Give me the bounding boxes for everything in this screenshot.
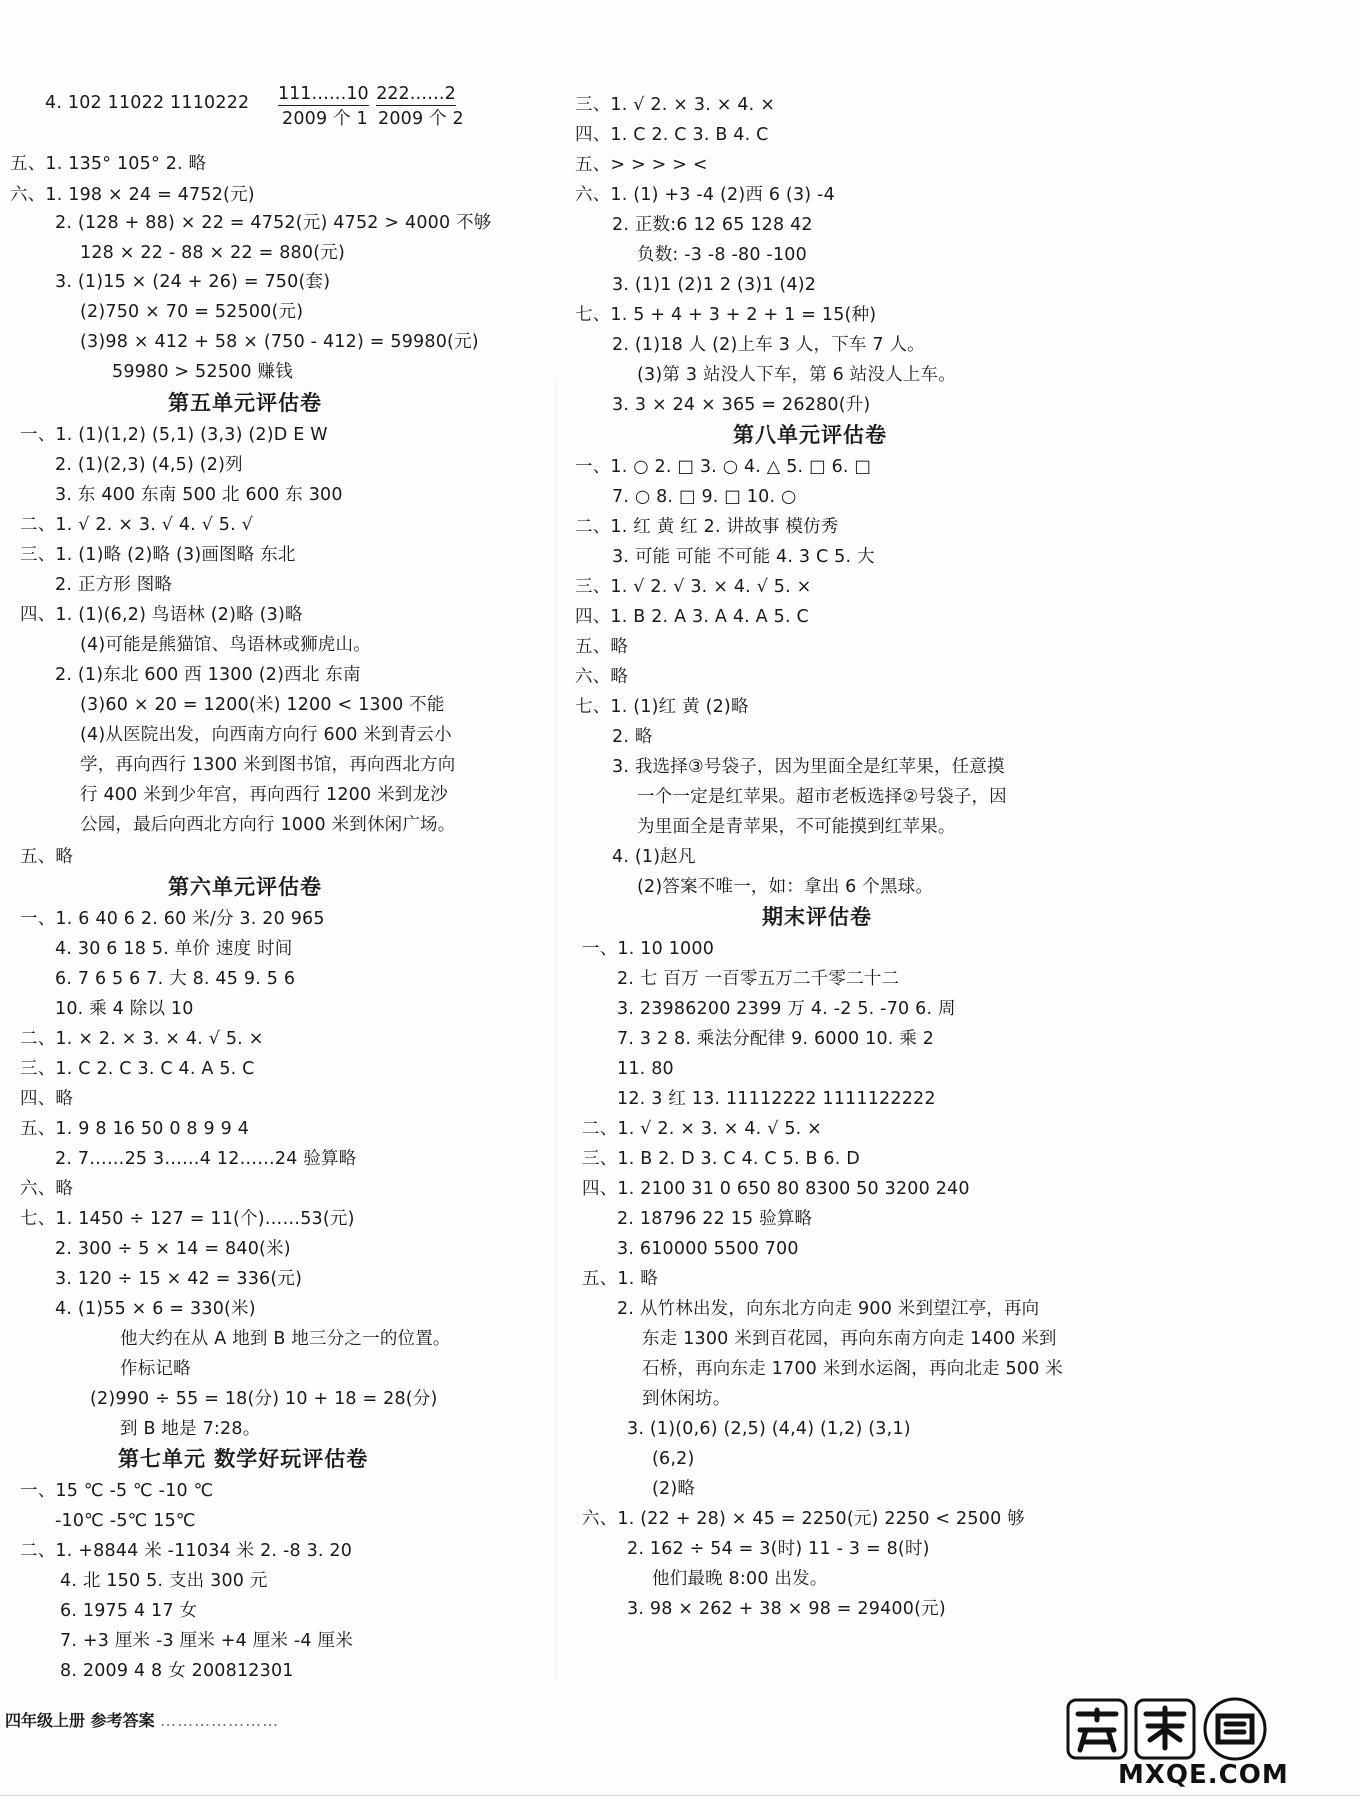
line: 2. 正方形 图略 [55, 575, 173, 595]
line: 一、1. (1)(1,2) (5,1) (3,3) (2)D E W [20, 425, 328, 445]
line: 四、1. (1)(6,2) 鸟语林 (2)略 (3)略 [20, 605, 303, 625]
line: 五、略 [575, 637, 629, 657]
line: 4. 30 6 18 5. 单价 速度 时间 [55, 939, 293, 959]
line: 五、> > > > < [575, 155, 708, 175]
line: 10. 乘 4 除以 10 [55, 999, 194, 1019]
line: -10℃ -5℃ 15℃ [55, 1511, 196, 1531]
brace-b: 222……2 [376, 84, 456, 104]
line: 4. (1)赵凡 [612, 847, 696, 867]
line: 8. 2009 4 8 女 200812301 [60, 1661, 294, 1681]
line: 2. (1)东北 600 西 1300 (2)西北 东南 [55, 665, 361, 685]
line: 五、略 [20, 847, 74, 867]
brace-group [278, 84, 456, 106]
line: 三、1. (1)略 (2)略 (3)画图略 东北 [20, 545, 296, 565]
line: 2. (1)(2,3) (4,5) (2)列 [55, 455, 243, 475]
line: 6. 7 6 5 6 7. 大 8. 45 9. 5 6 [55, 969, 296, 989]
line: 3. (1)1 (2)1 2 (3)1 (4)2 [612, 275, 817, 295]
line: 四、略 [20, 1089, 74, 1109]
line: (2)答案不唯一，如：拿出 6 个黑球。 [637, 877, 934, 897]
line: 11. 80 [617, 1059, 674, 1079]
line: 3. 东 400 东南 500 北 600 东 300 [55, 485, 343, 505]
watermark-site: MXQE.COM [1118, 1760, 1289, 1790]
line: 三、1. √ 2. × 3. × 4. × [575, 95, 776, 115]
line: 作标记略 [120, 1359, 191, 1379]
line: 2. 18796 22 15 验算略 [617, 1209, 813, 1229]
line: 七、1. 5 + 4 + 3 + 2 + 1 = 15(种) [575, 305, 877, 325]
line: 2. 正数:6 12 65 128 42 [612, 215, 813, 235]
line: 五、1. 9 8 16 50 0 8 9 9 4 [20, 1119, 250, 1139]
line: 四、1. C 2. C 3. B 4. C [575, 125, 769, 145]
line: 2. (128 + 88) × 22 = 4752(元) 4752 > 4000 不够 [55, 213, 492, 233]
line: 二、1. +8844 米 -11034 米 2. -8 3. 20 [20, 1541, 353, 1561]
line: 3. (1)(0,6) (2,5) (4,4) (1,2) (3,1) [627, 1419, 911, 1439]
footer-label: 四年级上册 参考答案 [5, 1711, 155, 1730]
line: 为里面全是青苹果，不可能摸到红苹果。 [637, 817, 956, 837]
brace-a: 111……10 [278, 84, 369, 104]
line: 二、1. × 2. × 3. × 4. √ 5. × [20, 1029, 264, 1049]
line: 石桥，再向东走 1700 米到水运阁，再向北走 500 米 [642, 1359, 1063, 1379]
line: 六、1. (22 + 28) × 45 = 2250(元) 2250 < 2500 够 [582, 1509, 1025, 1529]
line: 7. 3 2 8. 乘法分配律 9. 6000 10. 乘 2 [617, 1029, 935, 1049]
line: 3. 610000 5500 700 [617, 1239, 799, 1259]
line: (6,2) [652, 1449, 695, 1469]
line: 3. 我选择③号袋子，因为里面全是红苹果，任意摸 [612, 757, 1005, 777]
page-footer [5, 1708, 279, 1731]
line: 七、1. 1450 ÷ 127 = 11(个)……53(元) [20, 1209, 355, 1229]
line: 到休闲坊。 [642, 1389, 731, 1409]
line: 4. 北 150 5. 支出 300 元 [60, 1571, 268, 1591]
line: 一个一定是红苹果。超市老板选择②号袋子，因 [637, 787, 1007, 807]
section-heading-unit8: 第八单元评估卷 [733, 423, 887, 447]
line: 4. (1)55 × 6 = 330(米) [55, 1299, 256, 1319]
line: 3. 98 × 262 + 38 × 98 = 29400(元) [627, 1599, 946, 1619]
line: (3)98 × 412 + 58 × (750 - 412) = 59980(元) [80, 332, 479, 352]
section-heading-unit7: 第七单元 数学好玩评估卷 [118, 1447, 369, 1471]
line: (3)60 × 20 = 1200(米) 1200 < 1300 不能 [80, 695, 445, 715]
line: 五、1. 略 [582, 1269, 658, 1289]
line: 四、1. 2100 31 0 650 80 8300 50 3200 240 [582, 1179, 970, 1199]
line: 二、1. √ 2. × 3. × 4. √ 5. × [582, 1119, 823, 1139]
line: 12. 3 红 13. 11112222 1111122222 [617, 1089, 936, 1109]
line: 4. 102 11022 1110222 [45, 93, 250, 113]
line: 他们最晚 8:00 出发。 [652, 1569, 828, 1589]
line: 二、1. √ 2. × 3. √ 4. √ 5. √ [20, 515, 254, 535]
line: 2. 162 ÷ 54 = 3(时) 11 - 3 = 8(时) [627, 1539, 930, 1559]
line: 3. 3 × 24 × 365 = 26280(升) [612, 395, 871, 415]
line: 59980 > 52500 赚钱 [112, 362, 293, 382]
line: 三、1. C 2. C 3. C 4. A 5. C [20, 1059, 255, 1079]
line: 7. ○ 8. □ 9. □ 10. ○ [612, 487, 797, 507]
line: 2. 七 百万 一百零五万二千零二十二 [617, 969, 900, 989]
section-heading-unit5: 第五单元评估卷 [168, 391, 322, 415]
bottom-rule [0, 1795, 1360, 1796]
line: 一、15 ℃ -5 ℃ -10 ℃ [20, 1481, 214, 1501]
line: (4)从医院出发，向西南方向行 600 米到青云小 [80, 725, 452, 745]
line: 五、1. 135° 105° 2. 略 [10, 154, 207, 174]
line: 四、1. B 2. A 3. A 4. A 5. C [575, 607, 809, 627]
footer-dots: ………………… [160, 1711, 280, 1730]
line: 六、略 [575, 667, 629, 687]
line: (2)略 [652, 1479, 696, 1499]
line: 7. +3 厘米 -3 厘米 +4 厘米 -4 厘米 [60, 1631, 353, 1651]
line: 一、1. 10 1000 [582, 939, 715, 959]
line: 公园，最后向西北方向行 1000 米到休闲广场。 [80, 815, 456, 835]
line: 六、1. (1) +3 -4 (2)西 6 (3) -4 [575, 185, 835, 205]
line: 六、1. 198 × 24 = 4752(元) [10, 185, 255, 205]
column-divider [555, 380, 556, 1680]
line: 东走 1300 米到百花园，再向东南方向走 1400 米到 [642, 1329, 1057, 1349]
line: 学，再向西行 1300 米到图书馆，再向西北方向 [80, 755, 456, 775]
line: (3)第 3 站没人下车，第 6 站没人上车。 [637, 365, 956, 385]
section-heading-unit6: 第六单元评估卷 [168, 875, 322, 899]
line: 到 B 地是 7:28。 [120, 1419, 261, 1439]
line: 行 400 米到少年宫，再向西行 1200 米到龙沙 [80, 785, 448, 805]
line: 3. 120 ÷ 15 × 42 = 336(元) [55, 1269, 303, 1289]
line: 6. 1975 4 17 女 [60, 1601, 198, 1621]
line: 六、略 [20, 1179, 74, 1199]
line: 3. (1)15 × (24 + 26) = 750(套) [55, 272, 331, 292]
line: 2. 300 ÷ 5 × 14 = 840(米) [55, 1239, 291, 1259]
line: 2. 从竹林出发，向东北方向走 900 米到望江亭，再向 [617, 1299, 1040, 1319]
line: 2. (1)18 人 (2)上车 3 人，下车 7 人。 [612, 335, 925, 355]
line: 一、1. ○ 2. □ 3. ○ 4. △ 5. □ 6. □ [575, 457, 872, 477]
line: (4)可能是熊猫馆、鸟语林或狮虎山。 [80, 635, 371, 655]
line: 2. 略 [612, 727, 653, 747]
line: 2. 7……25 3……4 12……24 验算略 [55, 1149, 357, 1169]
section-heading-final: 期末评估卷 [762, 905, 872, 929]
line: 七、1. (1)红 黄 (2)略 [575, 697, 749, 717]
line: 一、1. 6 40 6 2. 60 米/分 3. 20 965 [20, 909, 325, 929]
line: 二、1. 红 黄 红 2. 讲故事 模仿秀 [575, 517, 839, 537]
line: 三、1. √ 2. √ 3. × 4. √ 5. × [575, 577, 812, 597]
line: 他大约在从 A 地到 B 地三分之一的位置。 [120, 1329, 451, 1349]
line: (2)750 × 70 = 52500(元) [80, 302, 304, 322]
brace-label-a: 2009 个 1 [282, 109, 368, 129]
line: 128 × 22 - 88 × 22 = 880(元) [80, 243, 345, 263]
line: 3. 可能 可能 不可能 4. 3 C 5. 大 [612, 547, 875, 567]
line: 三、1. B 2. D 3. C 4. C 5. B 6. D [582, 1149, 860, 1169]
line: (2)990 ÷ 55 = 18(分) 10 + 18 = 28(分) [90, 1389, 438, 1409]
line: 3. 23986200 2399 万 4. -2 5. -70 6. 周 [617, 999, 956, 1019]
line: 负数: -3 -8 -80 -100 [637, 245, 807, 265]
brace-label-b: 2009 个 2 [378, 109, 464, 129]
